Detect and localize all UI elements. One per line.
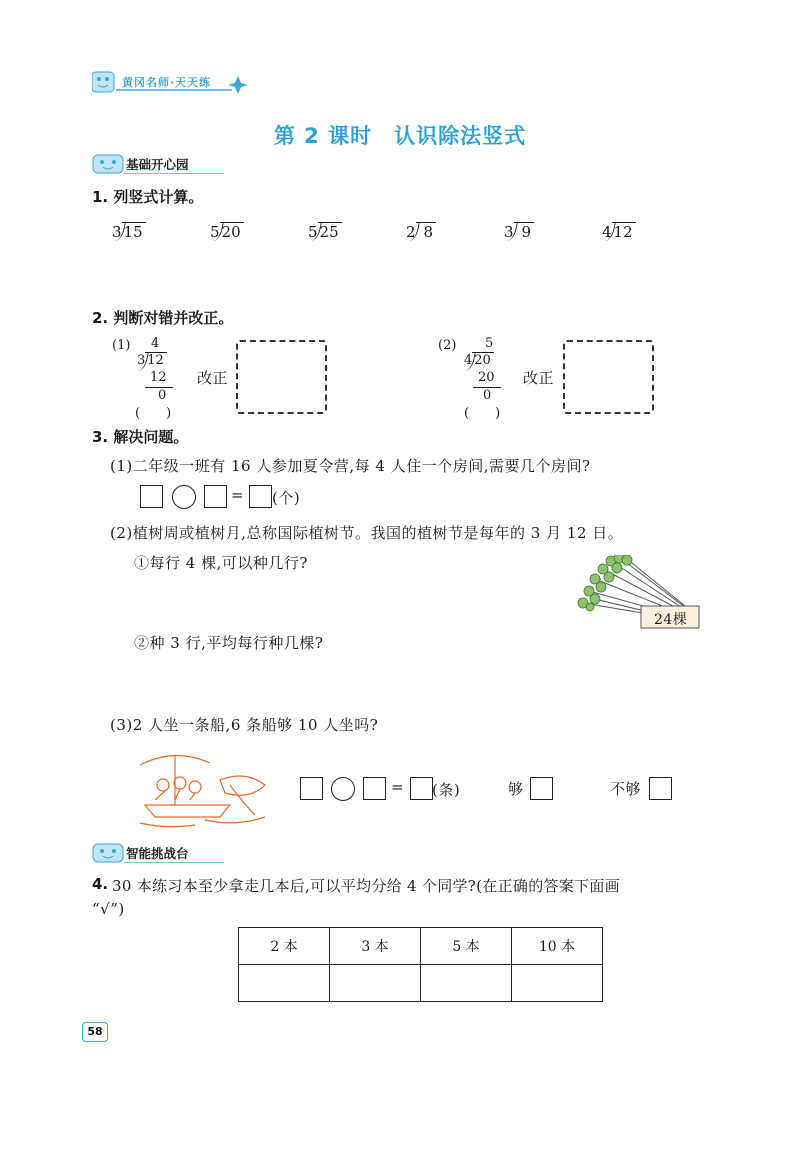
section-underline [124,862,224,863]
q3-p1-box-1[interactable] [140,485,163,508]
q4-mark-cell-3[interactable] [330,965,421,1002]
q4-mark-cell-5[interactable] [421,965,512,1002]
q2-item2-quotient: 5 [485,336,494,351]
q3-p1-equals: = [231,486,245,504]
q3-p3-equals: = [391,778,405,796]
q2-item1-correction-box[interactable] [236,340,327,414]
q3-p1-unit: (个) [272,489,301,507]
q4-label: 4. [92,875,109,893]
bear-mascot-icon [92,841,126,863]
q2-item2-num: (2) [438,338,457,353]
q3-p2a-text: ①每行 4 棵,可以种几行? [134,554,308,572]
q3-p1-box-2[interactable] [204,485,227,508]
q1-label: 1. 列竖式计算。 [92,188,204,206]
table-row [239,928,603,965]
q3-p3-unit: (条) [432,781,461,799]
q3-p3-operator-circle[interactable] [331,777,355,801]
q3-p3-answer-box[interactable] [410,777,433,800]
q2-label: 2. 判断对错并改正。 [92,309,234,327]
q1-division-5: 3 9 [504,222,534,241]
q3-p1-operator-circle[interactable] [172,485,196,509]
q3-p3-box-2[interactable] [363,777,386,800]
q4-option-2: 2 本 [239,928,330,965]
q2-item1-judge[interactable]: ( ) [135,406,172,421]
q4-option-3: 3 本 [330,928,421,965]
q3-p1-answer-box[interactable] [249,485,272,508]
page-number: 58 [82,1022,108,1042]
q3-p1-text: (1)二年级一班有 16 人参加夏令营,每 4 人住一个房间,需要几个房间? [110,457,591,475]
q4-mark-cell-2[interactable] [239,965,330,1002]
q2-item2-remainder: 0 [483,388,492,403]
table-row [239,965,603,1002]
bear-mascot-icon [92,152,126,174]
q3-p3-not-enough-label: 不够 [610,780,642,798]
q4-text: 30 本练习本至少拿走几本后,可以平均分给 4 个同学?(在正确的答案下面画 [112,877,620,895]
q1-division-2: 5 20 [210,222,244,241]
q2-item1-correct-label: 改正 [197,369,229,387]
q3-p3-not-enough-box[interactable] [649,777,672,800]
q2-item1-num: (1) [112,338,131,353]
q2-item1-product: 12 [150,370,167,385]
tree-count-tag: 24棵 [654,612,688,628]
q1-division-4: 2 8 [406,222,436,241]
q2-item1-division: 3 12 [137,352,167,368]
q1-division-3: 5 25 [308,222,342,241]
q3-p3-text: (3)2 人坐一条船,6 条船够 10 人坐吗? [110,716,379,734]
q4-text-2: “√”) [92,900,125,918]
section-title-basic: 基础开心园 [126,157,189,172]
q3-label: 3. 解决问题。 [92,428,189,446]
boat-children-illustration [135,745,270,830]
q4-option-10: 10 本 [512,928,603,965]
q2-item1-quotient: 4 [151,336,160,351]
q2-item2-judge[interactable]: ( ) [464,406,501,421]
brand-text: 黄冈名师·天天练 [122,76,212,89]
q2-item2-correct-label: 改正 [523,369,555,387]
q3-p3-box-1[interactable] [300,777,323,800]
q2-item2-correction-box[interactable] [563,340,654,414]
q2-item2-division: 4 20 [464,352,494,368]
q3-p3-enough-label: 够 [508,780,524,798]
q1-division-6: 4 12 [602,222,636,241]
section-underline [124,173,224,174]
q4-mark-cell-10[interactable] [512,965,603,1002]
q3-p3-enough-box[interactable] [530,777,553,800]
q3-p2b-text: ②种 3 行,平均每行种几棵? [134,634,324,652]
q2-item2-product: 20 [478,370,495,385]
section-title-challenge: 智能挑战台 [126,846,189,861]
q4-answer-table [238,927,603,1002]
page-title: 第 2 课时 认识除法竖式 [273,124,527,148]
q2-item1-remainder: 0 [158,388,167,403]
q3-p2-text: (2)植树周或植树月,总称国际植树节。我国的植树节是每年的 3 月 12 日。 [110,524,624,542]
q4-option-5: 5 本 [421,928,512,965]
q1-division-1: 3 15 [112,222,146,241]
